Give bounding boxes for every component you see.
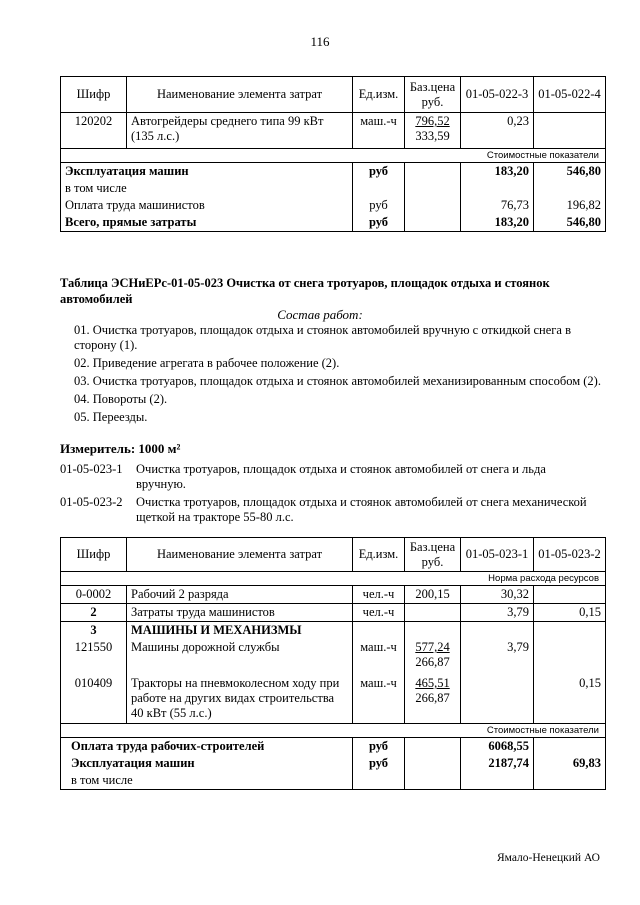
header-price: Баз.цена руб. (405, 77, 461, 113)
measure-unit: Измеритель: 1000 м² (60, 441, 181, 456)
summary-row (61, 180, 606, 197)
summary-unit: руб (353, 737, 405, 755)
row-price (405, 639, 461, 675)
row-value-1 (461, 675, 534, 723)
summary-row (61, 755, 606, 772)
summary-row (61, 214, 606, 232)
summary-value-1: 2187,74 (461, 755, 534, 772)
summary-value-2 (534, 737, 606, 755)
row-value-1: 3,79 (461, 604, 534, 622)
table-row (61, 113, 606, 149)
row-price: 200,15 (405, 586, 461, 604)
row-code: 0-0002 (61, 586, 127, 604)
row-value-2 (534, 586, 606, 604)
summary-name: Всего, прямые затраты (61, 214, 353, 232)
list-item: 03. Очистка тротуаров, площадок отдыха и стоянок автомобилей механизированным способом (2). (74, 374, 601, 388)
header-name: Наименование элемента затрат (127, 77, 353, 113)
row-price (405, 113, 461, 149)
row-value-1: 30,32 (461, 586, 534, 604)
table-2-header (61, 538, 606, 572)
page-number: 116 (310, 34, 330, 49)
code-item (60, 495, 605, 527)
row-value-1: 0,23 (461, 113, 534, 149)
summary-value-1: 183,20 (461, 163, 534, 181)
row-name: Затраты труда машинистов (127, 604, 353, 622)
price-value: 465,51 (415, 676, 450, 690)
header-col-1: 01-05-023-1 (461, 538, 534, 572)
summary-row (61, 197, 606, 214)
price-value: 577,24 (415, 640, 450, 654)
summary-name: Оплата труда рабочих-строителей (61, 737, 353, 755)
table-2 (60, 537, 606, 790)
list-item: 02. Приведение агрегата в рабочее положение (2). (74, 356, 340, 370)
cost-label: Стоимостные показатели (61, 723, 606, 737)
row-unit: маш.-ч (353, 639, 405, 675)
price-salary: 266,87 (415, 691, 450, 705)
summary-row (61, 163, 606, 181)
row-name: Автогрейдеры среднего типа 99 кВт (135 л.с.) (127, 113, 353, 149)
row-code: 121550 (61, 639, 127, 675)
cost-label: Стоимостные показатели (61, 149, 606, 163)
header-col-2: 01-05-023-2 (534, 538, 606, 572)
work-list (74, 323, 604, 428)
row-unit: маш.-ч (353, 675, 405, 723)
header-unit: Ед.изм. (353, 77, 405, 113)
header-code: Шифр (61, 77, 127, 113)
summary-unit: руб (353, 197, 405, 214)
cost-label-row (61, 723, 606, 737)
row-value-2 (534, 113, 606, 149)
summary-name: Оплата труда машинистов (61, 197, 353, 214)
norm-label-row (61, 572, 606, 586)
row-value-2: 0,15 (534, 604, 606, 622)
row-value-2: 0,15 (534, 675, 606, 723)
table-row (61, 622, 606, 640)
table-1 (60, 76, 606, 232)
footer-region: Ямало-Ненецкий АО (496, 852, 600, 864)
table-row (61, 604, 606, 622)
summary-value-2: 196,82 (534, 197, 606, 214)
code-item (60, 462, 605, 494)
row-code: 2 (61, 604, 127, 622)
summary-name: в том числе (61, 772, 353, 790)
summary-unit: руб (353, 163, 405, 181)
row-price (405, 675, 461, 723)
row-unit: чел.-ч (353, 586, 405, 604)
summary-row (61, 772, 606, 790)
row-unit: маш.-ч (353, 113, 405, 149)
row-name: Тракторы на пневмоколесном ходу при работе на других видах строительства 40 кВт (55 л.с.) (127, 675, 353, 723)
table-row (61, 639, 606, 675)
row-name: МАШИНЫ И МЕХАНИЗМЫ (127, 622, 353, 640)
code-item-code: 01-05-023-2 (60, 495, 123, 509)
norm-label: Норма расхода ресурсов (61, 572, 606, 586)
summary-value-1: 6068,55 (461, 737, 534, 755)
header-unit: Ед.изм. (353, 538, 405, 572)
summary-name: Эксплуатация машин (61, 755, 353, 772)
summary-value-1: 183,20 (461, 214, 534, 232)
table-row (61, 586, 606, 604)
summary-unit: руб (353, 214, 405, 232)
row-name: Рабочий 2 разряда (127, 586, 353, 604)
header-col-1: 01-05-022-3 (461, 77, 534, 113)
summary-unit: руб (353, 755, 405, 772)
row-code: 3 (61, 622, 127, 640)
row-value-2 (534, 639, 606, 675)
summary-value-2: 69,83 (534, 755, 606, 772)
row-code: 120202 (61, 113, 127, 149)
row-name: Машины дорожной службы (127, 639, 353, 675)
table-1-header (61, 77, 606, 113)
row-code: 010409 (61, 675, 127, 723)
code-item-text: Очистка тротуаров, площадок отдыха и стоянок автомобилей от снега и льда вручную. (136, 462, 546, 491)
list-item: 04. Повороты (2). (74, 392, 168, 406)
header-name: Наименование элемента затрат (127, 538, 353, 572)
header-col-2: 01-05-022-4 (534, 77, 606, 113)
header-price: Баз.цена руб. (405, 538, 461, 572)
row-value-1: 3,79 (461, 639, 534, 675)
summary-value-2: 546,80 (534, 214, 606, 232)
header-code: Шифр (61, 538, 127, 572)
price-salary: 266,87 (415, 655, 450, 669)
summary-value-1: 76,73 (461, 197, 534, 214)
summary-value-2: 546,80 (534, 163, 606, 181)
price-value: 796,52 (415, 114, 450, 128)
summary-name: в том числе (61, 180, 353, 197)
price-salary: 333,59 (415, 129, 450, 143)
work-composition-heading: Состав работ: (277, 307, 363, 322)
table-row (61, 675, 606, 723)
list-item: 01. Очистка тротуаров, площадок отдыха и стоянок автомобилей вручную с откидкой снега в сторону (1). (74, 323, 571, 352)
row-unit: чел.-ч (353, 604, 405, 622)
code-item-text: Очистка тротуаров, площадок отдыха и стоянок автомобилей от снега механической щеткой на тракторе 55-80 л.с. (136, 495, 587, 524)
summary-name: Эксплуатация машин (61, 163, 353, 181)
summary-row (61, 737, 606, 755)
list-item: 05. Переезды. (74, 410, 148, 424)
section-title: Таблица ЭСНиЕРс-01-05-023 Очистка от снега тротуаров, площадок отдыха и стоянок автомобилей (60, 276, 550, 306)
code-item-code: 01-05-023-1 (60, 462, 123, 476)
cost-label-row (61, 149, 606, 163)
